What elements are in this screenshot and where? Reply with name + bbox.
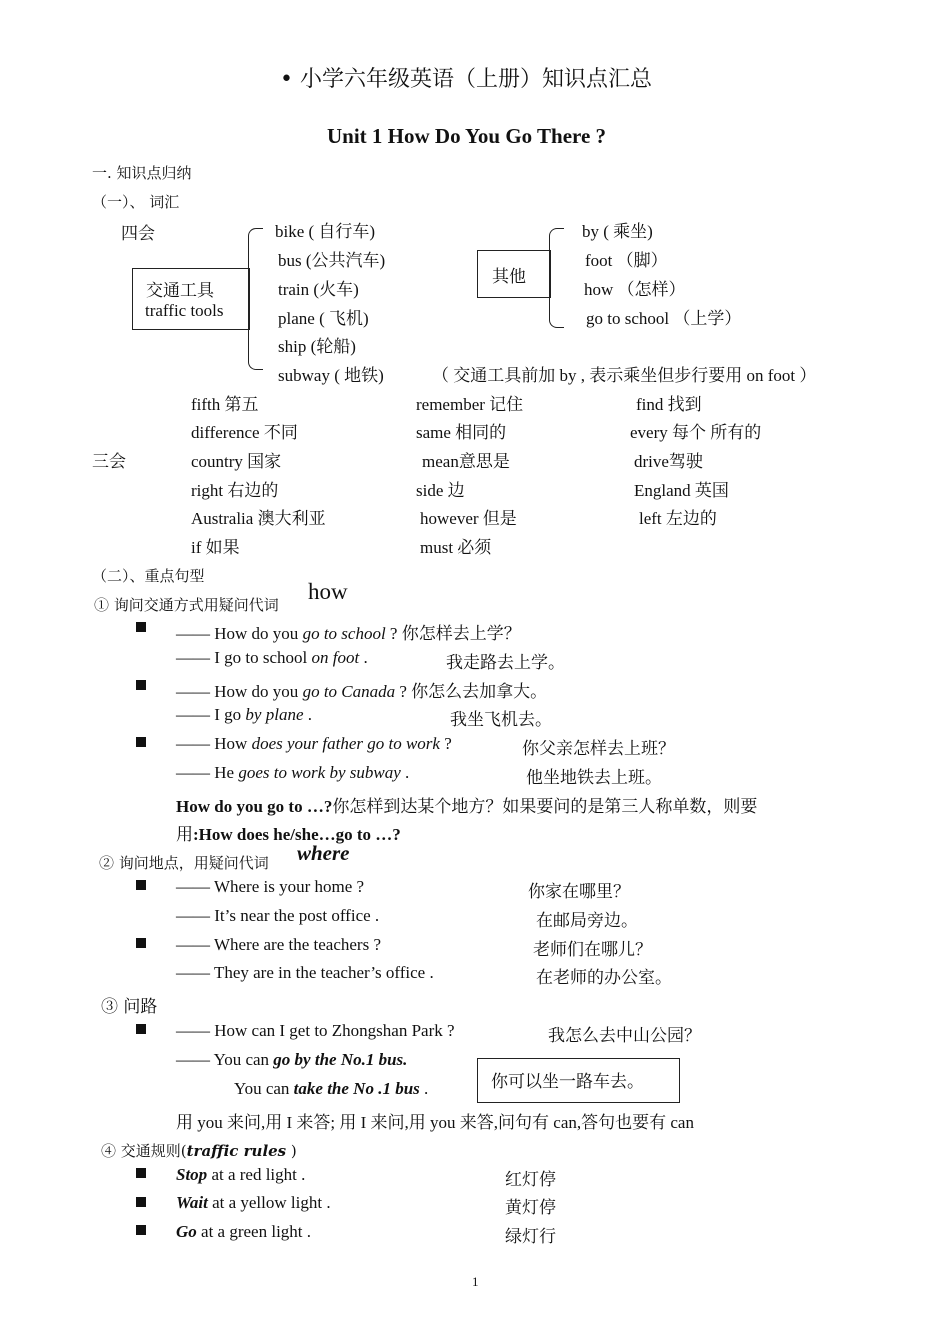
dialog-line: —— They are in the teacher’s office . xyxy=(176,963,434,982)
bullet-icon xyxy=(136,737,146,747)
transport-box-en: traffic tools xyxy=(145,301,224,320)
other-item: by ( 乘坐) xyxy=(582,222,653,241)
dialog-translation: 在老师的办公室。 xyxy=(536,968,672,988)
dialog-translation: 我走路去上学。 xyxy=(446,653,565,673)
dialog-translation: 我怎么去中山公园？ xyxy=(548,1026,701,1046)
unit-title: Unit 1 How Do You Go There ? xyxy=(327,124,607,148)
dialog-line: —— How does your father go to work ? xyxy=(176,734,452,753)
translation-box xyxy=(477,1058,680,1103)
transport-item: bus (公共汽车) xyxy=(278,251,386,270)
dialog-translation: 我坐飞机去。 xyxy=(450,710,552,730)
page-number: 1 xyxy=(472,1274,479,1289)
dialog-line: —— Where is your home ? xyxy=(176,877,365,896)
vocab-word: same 相同的 xyxy=(416,423,507,442)
vocab-word: every 每个 所有的 xyxy=(630,423,762,442)
vocab-word: if 如果 xyxy=(191,538,240,557)
page-title: • 小学六年级英语（上册）知识点汇总 xyxy=(280,67,652,92)
rule-translation: 红灯停 xyxy=(505,1170,556,1190)
bullet-icon xyxy=(136,1168,146,1178)
bullet-icon xyxy=(136,1024,146,1034)
dialog-translation: 在邮局旁边。 xyxy=(536,911,638,931)
vocab-word: find 找到 xyxy=(636,395,702,414)
subsection-vocab: （一）、 词汇 xyxy=(92,193,180,211)
point2-keyword: where xyxy=(297,841,350,865)
transport-box-cn: 交通工具 xyxy=(146,281,214,301)
rule-line: Stop at a red light . xyxy=(176,1165,306,1184)
rule-translation: 黄灯停 xyxy=(505,1198,556,1218)
other-box xyxy=(477,250,551,298)
vocab-word: remember 记住 xyxy=(416,395,524,414)
vocab-word: fifth 第五 xyxy=(191,395,259,414)
other-item: foot （脚） xyxy=(585,251,668,270)
bullet-icon xyxy=(136,680,146,690)
vocab-word: however 但是 xyxy=(420,509,517,528)
sihui-label: 四会 xyxy=(121,224,155,244)
transport-item: train (火车) xyxy=(278,280,359,299)
vocab-word: country 国家 xyxy=(191,452,282,471)
subsection-sentences: （二）、重点句型 xyxy=(92,567,205,585)
grammar-note: 用:How does he/she…go to …? xyxy=(176,825,401,844)
point3-label: ③ 问路 xyxy=(101,997,158,1017)
dialog-translation: 他坐地铁去上班。 xyxy=(526,768,662,788)
dialog-translation: 老师们在哪儿？ xyxy=(533,940,652,960)
bullet-icon xyxy=(136,622,146,632)
dialog-line: —— I go by plane . xyxy=(176,705,312,724)
vocab-word: must 必须 xyxy=(420,538,492,557)
dialog-line: —— He goes to work by subway . xyxy=(176,763,410,782)
vocab-word: mean意思是 xyxy=(422,452,510,471)
other-brace xyxy=(549,228,564,328)
rule-line: Go at a green light . xyxy=(176,1222,312,1241)
transport-note: （ 交通工具前加 by , 表示乘坐但步行要用 on foot ） xyxy=(432,366,817,385)
transport-item: bike ( 自行车) xyxy=(275,222,376,241)
translation-box-text: 你可以坐一路车去。 xyxy=(491,1072,644,1092)
sanhui-label: 三会 xyxy=(92,452,126,472)
vocab-word: left 左边的 xyxy=(639,509,717,528)
dialog-translation: 你家在哪里？ xyxy=(528,882,630,902)
section-heading: 一. 知识点归纳 xyxy=(92,164,192,182)
rule-line: Wait at a yellow light . xyxy=(176,1193,331,1212)
dialog-translation: 你父亲怎样去上班？ xyxy=(522,739,675,759)
vocab-word: right 右边的 xyxy=(191,481,279,500)
dialog-line: —— How do you go to Canada ? 你怎么去加拿大。 xyxy=(176,682,548,701)
transport-item: subway ( 地铁) xyxy=(278,366,384,385)
transport-item: ship (轮船) xyxy=(278,337,356,356)
dialog-line: —— You can go by the No.1 bus. xyxy=(176,1050,408,1069)
point2-label: ② 询问地点，用疑问代词 xyxy=(99,854,269,872)
point1-label: ① 询问交通方式用疑问代词 xyxy=(94,596,279,614)
vocab-word: England 英国 xyxy=(634,481,729,500)
grammar-note: 用 you 来问,用 I 来答; 用 I 来问,用 you 来答,问句有 can,答句也要有 can xyxy=(176,1113,694,1132)
bullet-icon xyxy=(136,938,146,948)
bullet-icon xyxy=(136,1225,146,1235)
transport-brace xyxy=(248,228,263,370)
transport-box xyxy=(132,268,250,330)
dialog-line: You can take the No .1 bus . xyxy=(234,1079,429,1098)
vocab-word: difference 不同 xyxy=(191,423,298,442)
vocab-word: drive驾驶 xyxy=(634,452,703,471)
other-item: how （怎样） xyxy=(584,280,686,299)
dialog-line: —— How can I get to Zhongshan Park ? xyxy=(176,1021,455,1040)
dialog-line: —— I go to school on foot . xyxy=(176,648,368,667)
bullet-icon xyxy=(136,880,146,890)
rule-translation: 绿灯行 xyxy=(505,1227,556,1247)
vocab-word: Australia 澳大利亚 xyxy=(191,509,326,528)
bullet-icon xyxy=(136,1197,146,1207)
dialog-line: —— How do you go to school ? 你怎样去上学？ xyxy=(176,624,521,643)
other-box-label: 其他 xyxy=(492,267,526,287)
transport-item: plane ( 飞机) xyxy=(278,309,369,328)
dialog-line: —— Where are the teachers ? xyxy=(176,935,381,954)
point1-keyword: how xyxy=(308,579,348,604)
vocab-word: side 边 xyxy=(416,481,465,500)
point4-label: ④ 交通规则(traffic rules ) xyxy=(101,1142,297,1160)
dialog-line: —— It’s near the post office . xyxy=(176,906,380,925)
grammar-note: How do you go to …?你怎样到达某个地方？如果要问的是第三人称单数，则要 xyxy=(176,797,758,816)
other-item: go to school （上学） xyxy=(586,309,742,328)
